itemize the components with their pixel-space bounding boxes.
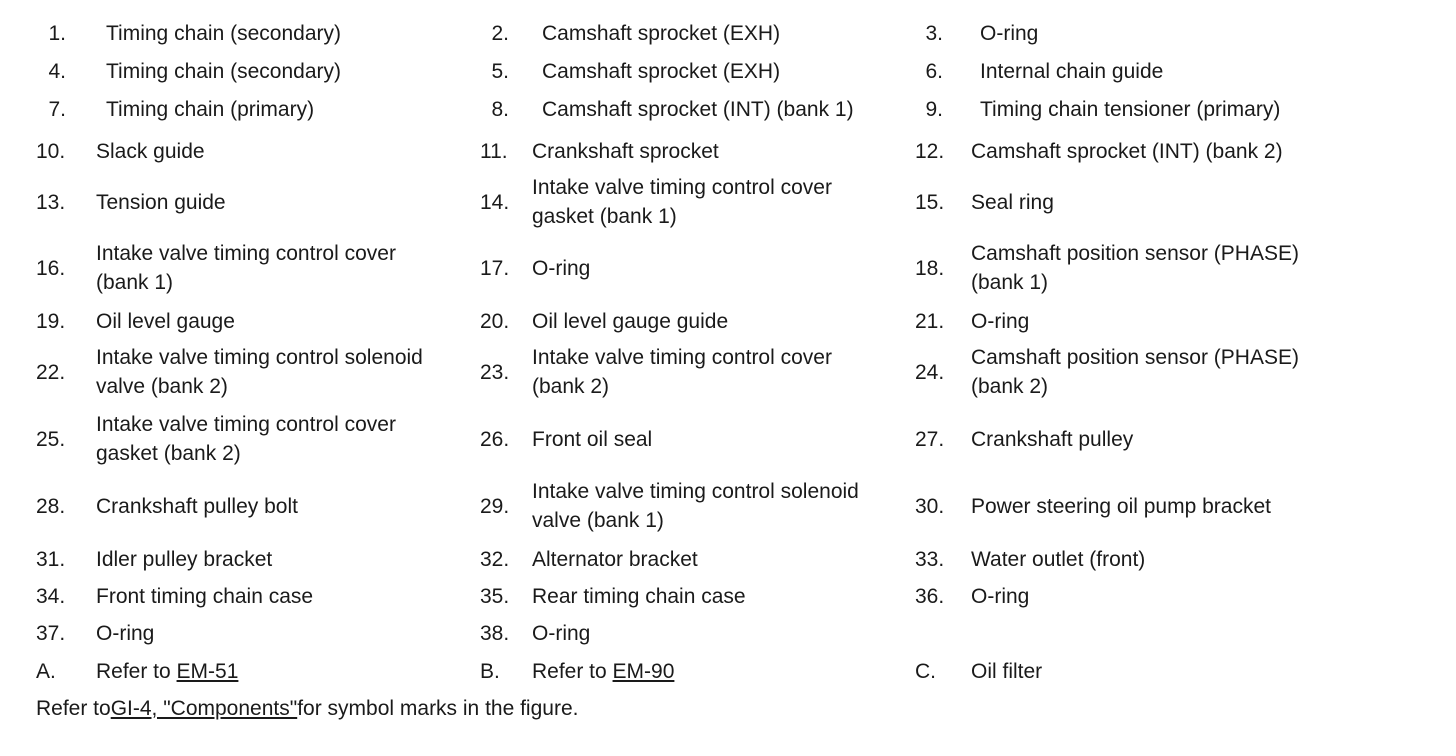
legend-entry-number: 10. — [36, 139, 66, 163]
legend-entry-label-line: Alternator bracket — [532, 547, 698, 571]
legend-entry — [0, 306, 1456, 336]
legend-row — [0, 343, 1456, 401]
legend-entry-number: 28. — [36, 494, 66, 518]
legend-row — [0, 410, 1456, 468]
legend-entry-label-line: Crankshaft sprocket — [532, 139, 719, 163]
legend-entry-number: 36. — [915, 584, 945, 608]
legend-entry-label — [980, 94, 1280, 124]
legend-entry-number: 12. — [915, 139, 945, 163]
legend-entry-number: 17. — [480, 256, 510, 280]
legend-entry-label-line: Intake valve timing control cover — [96, 242, 396, 265]
legend-entry-label-line: gasket (bank 1) — [532, 205, 677, 228]
legend-entry — [0, 239, 1456, 297]
legend-entry-number: 9. — [925, 97, 943, 121]
legend-row — [0, 94, 1456, 124]
legend-entry-number: 19. — [36, 309, 66, 333]
legend-entry-number: 3. — [925, 21, 943, 45]
legend-entry-number: 4. — [48, 59, 66, 83]
legend-entry-label-line: Intake valve timing control solenoid — [96, 346, 423, 369]
legend-row — [0, 477, 1456, 535]
legend-entry-number: 26. — [480, 427, 510, 451]
legend-entry-label — [971, 239, 1299, 297]
legend-entry-number: 13. — [36, 190, 66, 214]
legend-entry — [0, 477, 1456, 535]
legend-entry-label-line: Timing chain (secondary) — [106, 59, 341, 83]
legend-entry — [0, 410, 1456, 468]
legend-row — [0, 544, 1456, 574]
legend-row — [0, 56, 1456, 86]
legend-entry-number: 20. — [480, 309, 510, 333]
footer-link-gi-4-components[interactable]: GI-4, "Components" — [110, 696, 298, 720]
legend-entry-label-line: Oil level gauge — [96, 309, 235, 333]
legend-entry-label-line: Intake valve timing control cover — [96, 413, 396, 436]
legend-entry-label — [532, 618, 590, 648]
legend-entry-number: 15. — [915, 190, 945, 214]
legend-row — [0, 656, 1456, 686]
legend-entry-number: 1. — [48, 21, 66, 45]
legend-entry-number: 37. — [36, 621, 66, 645]
legend-entry-label — [971, 306, 1029, 336]
legend-row — [0, 618, 1456, 648]
legend-entry-label-line: Slack guide — [96, 139, 205, 163]
legend-entry-label-line: Seal ring — [971, 190, 1054, 214]
legend-entry-number: 18. — [915, 256, 945, 280]
legend-entry — [0, 173, 1456, 231]
legend-entry-label-line: Rear timing chain case — [532, 584, 746, 608]
legend-row — [0, 173, 1456, 231]
legend-entry-label-line: valve (bank 1) — [532, 509, 664, 532]
legend-entry-number: 24. — [915, 360, 945, 384]
reference-link-em-90[interactable]: EM-90 — [612, 659, 675, 683]
legend-entry-label-line: O-ring — [96, 621, 155, 645]
reference-link-em-51[interactable]: EM-51 — [176, 659, 239, 683]
legend-entry-label — [971, 410, 1133, 468]
legend-entry-label-line: (bank 1) — [96, 271, 174, 294]
legend-entry-label — [971, 173, 1054, 231]
legend-entry-number: 33. — [915, 547, 945, 571]
legend-entry — [0, 618, 1456, 648]
legend-entry-label-line: (bank 1) — [971, 271, 1049, 294]
legend-entry-label-line: Water outlet (front) — [971, 547, 1146, 571]
legend-entry-label-line: Oil level gauge guide — [532, 309, 729, 333]
legend-row — [0, 306, 1456, 336]
legend-entry — [0, 656, 1456, 686]
legend-entry-label-line: Camshaft sprocket (EXH) — [542, 59, 781, 83]
legend-entry-number: B. — [480, 659, 500, 683]
legend-entry-label-line: O-ring — [971, 584, 1030, 608]
legend-entry-number: A. — [36, 659, 56, 683]
footer-note — [36, 693, 578, 723]
legend-entry-number: 32. — [480, 547, 510, 571]
legend-entry-number: 21. — [915, 309, 945, 333]
legend-entry-label-line: O-ring — [532, 256, 591, 280]
legend-entry-number: 7. — [48, 97, 66, 121]
footer-prefix: Refer to — [36, 696, 111, 720]
legend-entry-number: C. — [915, 659, 936, 683]
legend-entry-number: 6. — [925, 59, 943, 83]
legend-entry-number: 31. — [36, 547, 66, 571]
legend-entry-number: 23. — [480, 360, 510, 384]
legend-entry-label-line: Power steering oil pump bracket — [971, 494, 1271, 518]
legend-entry-label — [971, 544, 1145, 574]
legend-entry — [0, 544, 1456, 574]
legend-entry-label-line: Crankshaft pulley bolt — [96, 494, 298, 518]
legend-entry-number: 27. — [915, 427, 945, 451]
legend-entry-number: 11. — [480, 139, 508, 163]
footer-suffix: for symbol marks in the figure. — [297, 696, 579, 720]
legend-entry-label-line: Front timing chain case — [96, 584, 314, 608]
legend-entry-label-line: Idler pulley bracket — [96, 547, 273, 571]
legend-row — [0, 239, 1456, 297]
legend-entry-number: 22. — [36, 360, 66, 384]
legend-entry-label — [971, 581, 1029, 611]
legend-entry-label-line: Camshaft sprocket (INT) (bank 1) — [542, 97, 854, 121]
legend-row — [0, 581, 1456, 611]
legend-entry-label-line: O-ring — [971, 309, 1030, 333]
legend-entry-number: 35. — [480, 584, 510, 608]
legend-entry-number: 38. — [480, 621, 510, 645]
legend-entry-label-line: Timing chain (primary) — [106, 97, 315, 121]
legend-entry-label-line: Tension guide — [96, 190, 226, 214]
legend-row — [0, 18, 1456, 48]
legend-entry-number: 8. — [491, 97, 509, 121]
legend-entry-label-line: Oil filter — [971, 659, 1043, 683]
legend-entry-label-line: Intake valve timing control solenoid — [532, 480, 859, 503]
legend-entry — [0, 581, 1456, 611]
legend-entry-number: 5. — [491, 59, 509, 83]
legend-entry-number: 29. — [480, 494, 510, 518]
legend-entry-label — [980, 56, 1163, 86]
legend-entry-label — [971, 656, 1042, 686]
legend-entry-label-line: Internal chain guide — [980, 59, 1164, 83]
legend-row — [0, 135, 1456, 167]
legend-entry — [0, 135, 1456, 167]
legend-entry-label-line: gasket (bank 2) — [96, 442, 241, 465]
legend-entry-label — [971, 343, 1299, 401]
legend-entry-label-prefix: Refer to — [96, 659, 177, 683]
legend-entry-label-line: Intake valve timing control cover — [532, 346, 832, 369]
legend-entry-label — [980, 18, 1038, 48]
legend-entry-label-line: valve (bank 2) — [96, 375, 228, 398]
legend-entry-number: 14. — [480, 190, 510, 214]
legend-entry — [0, 56, 1456, 86]
legend-entry-label-line: Timing chain tensioner (primary) — [980, 97, 1281, 121]
legend-entry-number: 30. — [915, 494, 945, 518]
legend-entry-number: 16. — [36, 256, 66, 280]
legend-entry-label-line: (bank 2) — [971, 375, 1049, 398]
legend-entry-label-prefix: Refer to — [532, 659, 613, 683]
legend-entry-label-line: (bank 2) — [532, 375, 610, 398]
legend-entry — [0, 94, 1456, 124]
legend-entry-label-line: Camshaft position sensor (PHASE) — [971, 242, 1299, 265]
legend-entry-number: 34. — [36, 584, 66, 608]
legend-entry — [0, 343, 1456, 401]
legend-entry-label-line: Camshaft position sensor (PHASE) — [971, 346, 1299, 369]
legend-entry-label-line: Crankshaft pulley — [971, 427, 1134, 451]
legend-entry — [0, 18, 1456, 48]
legend-entry-number: 25. — [36, 427, 66, 451]
legend-entry-label-line: Front oil seal — [532, 427, 653, 451]
legend-entry-label-line: Camshaft sprocket (INT) (bank 2) — [971, 139, 1283, 163]
legend-entry-label — [971, 135, 1283, 167]
legend-entry-label-line: Camshaft sprocket (EXH) — [542, 21, 781, 45]
legend-entry-label-line: O-ring — [532, 621, 591, 645]
legend-entry-label-line: Intake valve timing control cover — [532, 176, 832, 199]
legend-entry-label — [971, 477, 1271, 535]
legend-entry-number: 2. — [491, 21, 509, 45]
legend-entry-label-line: O-ring — [980, 21, 1039, 45]
legend-entry-label-line: Timing chain (secondary) — [106, 21, 341, 45]
